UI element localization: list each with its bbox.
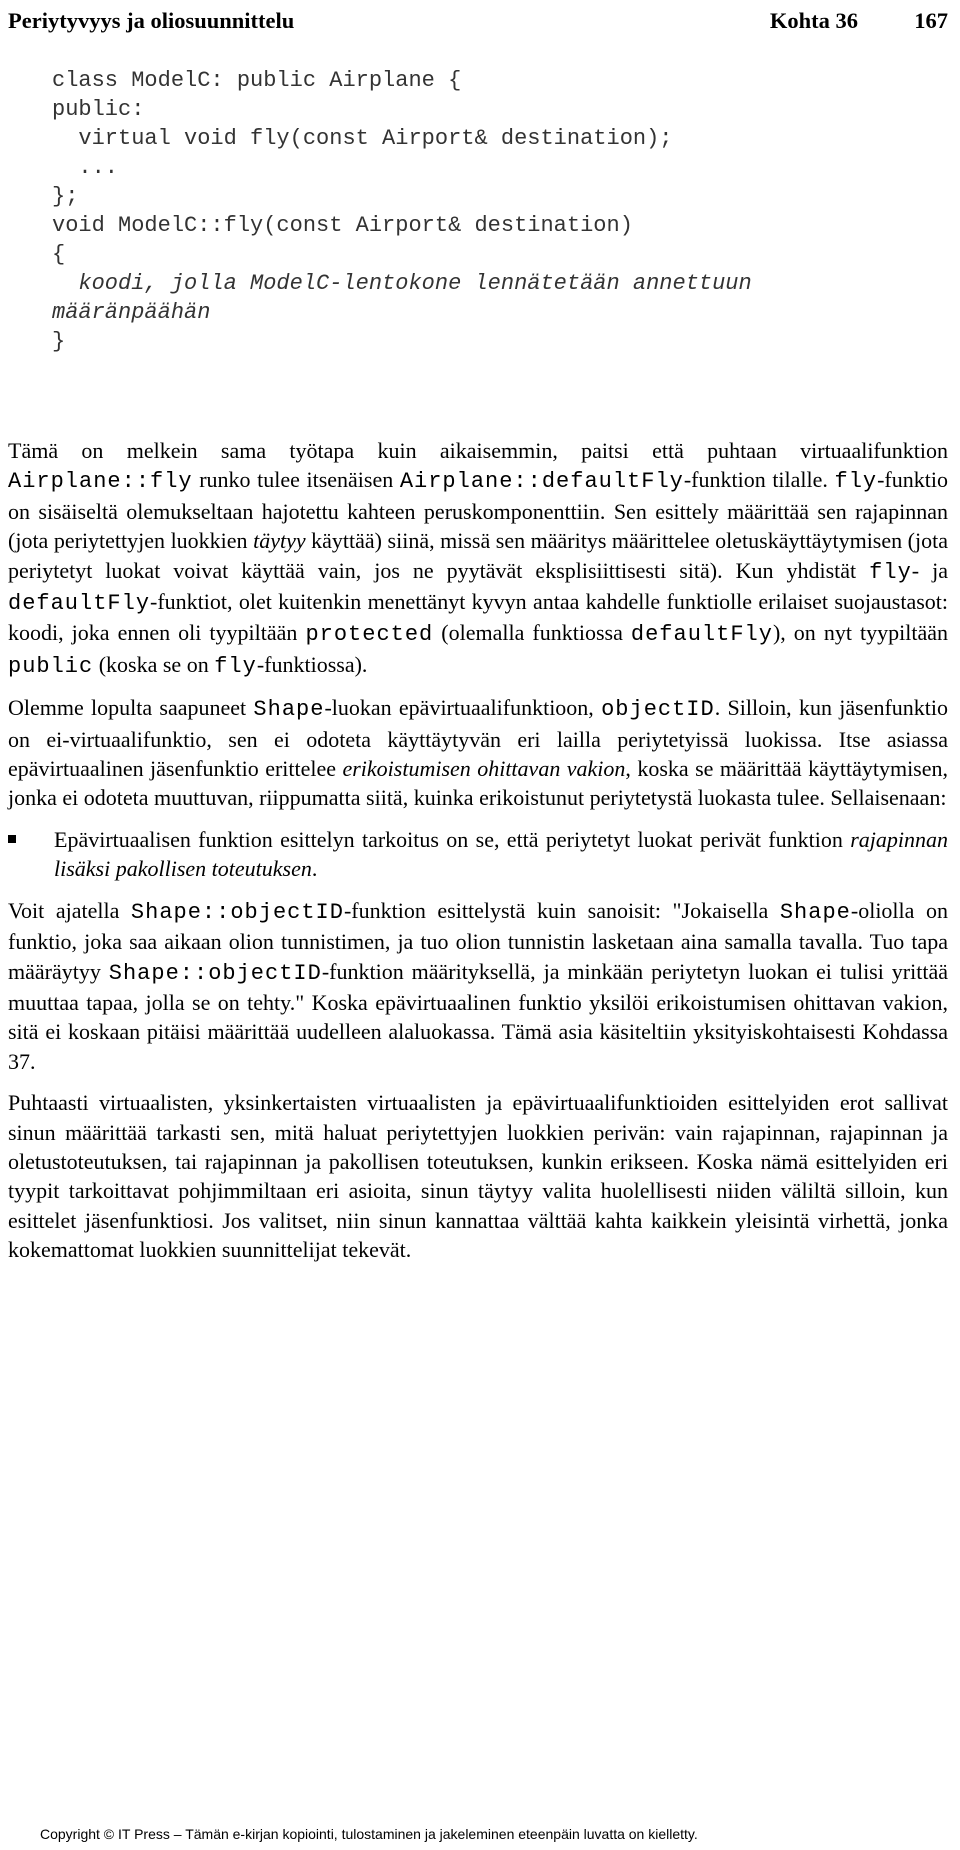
- code-line: void ModelC::fly(const Airport& destination): [52, 213, 633, 238]
- code-line: {: [52, 242, 66, 267]
- code-line: public:: [52, 97, 145, 122]
- page-header: [8, 8, 948, 40]
- text-run: Olemme lopulta saapuneet: [8, 695, 254, 721]
- code-term: defaultFly: [630, 622, 773, 648]
- code-line: virtual void fly(const Airport& destination);: [52, 126, 673, 151]
- code-term: fly: [869, 559, 912, 585]
- paragraph: [8, 1088, 948, 1264]
- text-run: ), on nyt tyypiltään: [772, 620, 948, 646]
- code-term: Shape::objectID: [130, 899, 344, 925]
- text-run: -luokan epävirtuaalifunktioon,: [324, 695, 602, 721]
- text-run: -oliolla on funktio, joka saa aikaan olion tunnistimen, ja tuo olion tunnistin lasketaan aina samalla tavalla. Tuo tapa määräytyy: [8, 897, 948, 984]
- code-term: fly: [834, 469, 878, 495]
- chapter-title: Periytyvyys ja oliosuunnittelu: [8, 8, 295, 33]
- text-run: (olemalla funktiossa: [433, 620, 631, 646]
- paragraph: [8, 693, 948, 813]
- text-run: -funktiot, olet kuitenkin menettänyt kyvyn antaa kahdelle funktiolle erilaiset suojaustasot: koodi, joka ennen oli tyypiltään: [8, 589, 948, 646]
- code-term: Shape::objectID: [108, 960, 322, 986]
- code-comment-line: määränpäähän: [52, 300, 211, 325]
- code-line: };: [52, 184, 79, 209]
- paragraph: [8, 436, 948, 681]
- code-term: defaultFly: [8, 591, 151, 617]
- text-run: , koska se määrittää käyttäytymisen, jonka ei odoteta muuttuvan, riippumatta siitä, kuinka erikoistunut periytetystä luokasta tulee. Sellaisenaan:: [8, 756, 949, 811]
- emphasis-text: rajapinnan lisäksi pakollisen toteutuksen: [54, 826, 948, 882]
- section-label: Kohta 36: [769, 8, 858, 33]
- code-term: Shape: [779, 899, 851, 925]
- text-run: . Silloin, kun jäsenfunktio on ei-virtuaalifunktio, sen ei odoteta käyttäytyvän eri lailla periytetyissä luokissa. Itse asiassa epävirtuaalinen jäsenfunktio erittelee: [8, 695, 948, 782]
- bullet-item: [8, 825, 948, 884]
- text-run: .: [311, 856, 318, 882]
- text-run: Tämä on melkein sama työtapa kuin aikaisemmin, paitsi että puhtaan virtuaalifunktion: [8, 438, 948, 463]
- text-run: -funktion esittelystä kuin sanoisit: "Jokaisella: [343, 897, 780, 923]
- text-run: -funktion määrityksellä, ja minkään periytetyn luokan ei tulisi yrittää muuttaa tapaa, jolla se on tehty." Koska epävirtuaalinen funktio yksilöi erikoistumisen ohittavan vakion, sitä ei koskaan pitäisi määrittää uudelleen alaluokassa. Tämä asia käsiteltiin yksityiskohtaisesti Kohdassa 37.: [8, 958, 948, 1074]
- code-term: Airplane::defaultFly: [399, 469, 684, 495]
- text-run: - ja: [911, 557, 948, 583]
- text-run: -funktion tilalle.: [683, 467, 835, 493]
- body-text: [8, 436, 948, 1277]
- text-run: (koska se on: [93, 651, 215, 677]
- code-term: public: [8, 653, 94, 679]
- code-term: objectID: [601, 697, 715, 723]
- text-run: Voit ajatella: [8, 897, 131, 923]
- text-run: Puhtaasti virtuaalisten, yksinkertaisten virtuaalisten ja epävirtuaalifunktioiden esittelyiden erot sallivat sinun määrittää tarkasti sen, mitä haluat periytettyjen luokkien perivän: vain rajapinnan, rajapinnan ja oletustoteutuksen, tai rajapinnan ja pakollisen toteutuksen, kunkin erikseen. Koska nämä esittelyiden eri tyypit tarkoittavat pohjimmiltaan eri asioita, sinun täytyy valita huolellisesti niiden väliltä silloin, kun esittelet jäsenfunktiosi. Jos valitset, niin sinun kannattaa välttää kahta kaikkein yleisintä virhettä, jonka kokemattomat luokkien suunnittelijat tekevät.: [8, 1090, 948, 1263]
- text-run: käyttää) siinä, missä sen määritys määrittelee oletuskäyttäytymisen (jota periytetyt luokat voivat käyttää vain, jos ne pyytävät eksplisiittisesti sitä). Kun yhdistät: [8, 528, 948, 583]
- code-term: protected: [305, 622, 434, 648]
- code-line: class ModelC: public Airplane {: [52, 68, 462, 93]
- code-comment-line: koodi, jolla ModelC-lentokone lennätetään annettuun: [52, 271, 752, 296]
- page-number: 167: [914, 8, 948, 33]
- code-term: Airplane::fly: [8, 469, 193, 495]
- text-run: -funktiossa).: [256, 651, 368, 677]
- copyright-footer: Copyright © IT Press – Tämän e-kirjan kopiointi, tulostaminen ja jakeleminen eteenpäin luvatta on kielletty.: [40, 1826, 698, 1842]
- text-run: runko tulee itsenäisen: [192, 467, 400, 493]
- code-listing: [52, 66, 752, 356]
- bullet-square-icon: [8, 835, 16, 843]
- text-run: -funktio on sisäiseltä olemukseltaan hajotettu kahteen peruskomponenttiin. Sen esittely määrittää sen rajapinnan (jota periytettyjen luokkien: [8, 467, 948, 554]
- code-term: fly: [214, 653, 257, 679]
- text-run: Epävirtuaalisen funktion esittelyn tarkoitus on se, että periytetyt luokat perivät funktion: [54, 826, 851, 852]
- paragraph: [8, 896, 948, 1076]
- emphasis-text: täytyy: [253, 528, 306, 554]
- emphasis-text: erikoistumisen ohittavan vakion: [342, 756, 626, 782]
- code-line: }: [52, 329, 66, 354]
- code-line: ...: [52, 155, 119, 180]
- code-term: Shape: [253, 697, 325, 723]
